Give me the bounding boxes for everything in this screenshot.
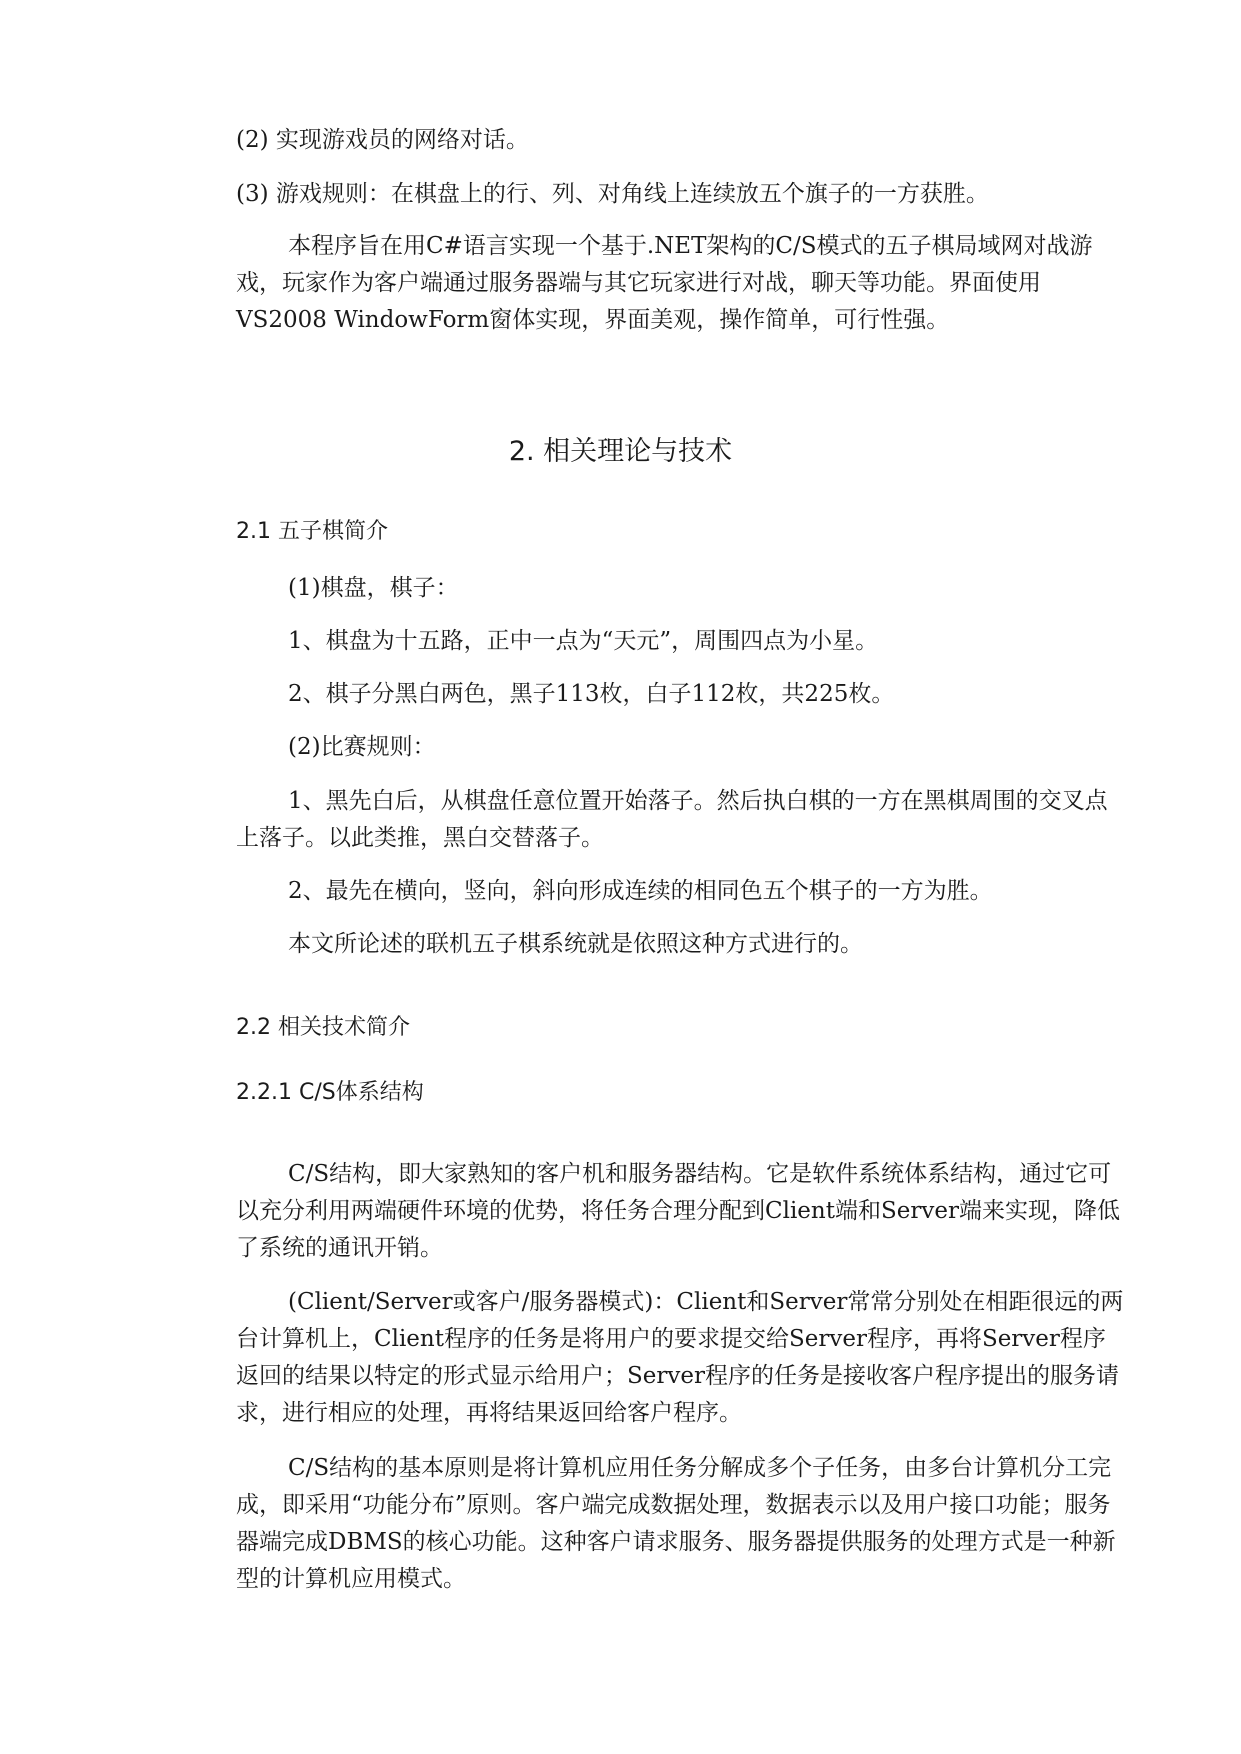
section-2-2-title: 2.2 相关技术简介 [236,1015,410,1040]
board-item-2: 2、棋子分黑白两色，黑子113枚，白子112枚，共225枚。 [288,681,895,707]
rules-item-2: 2、最先在横向，竖向，斜向形成连续的相同色五个棋子的一方为胜。 [288,878,993,904]
cs-paragraph-1: C/S结构，即大家熟知的客户机和服务器结构。它是软件系统体系结构，通过它可以充分利用两端硬件环境的优势，将任务合理分配到Client端和Server端来实现，降低了系统的通讯开销。 [236,1161,1120,1261]
rules-item-1: 1、黑先白后，从棋盘任意位置开始落子。然后执白棋的一方在黑棋周围的交叉点上落子。以此类推，黑白交替落子。 [236,788,1108,851]
intro-summary: 本程序旨在用C#语言实现一个基于.NET架构的C/S模式的五子棋局域网对战游戏，玩家作为客户端通过服务器端与其它玩家进行对战，聊天等功能。界面使用VS2008 WindowForm窗体实现，界面美观，操作简单，可行性强。 [236,233,1093,333]
section-2-2-1-title: 2.2.1 C/S体系结构 [236,1080,424,1105]
cs-paragraph-3: C/S结构的基本原则是将计算机应用任务分解成多个子任务，由多台计算机分工完成，即采用“功能分布”原则。客户端完成数据处理，数据表示以及用户接口功能；服务器端完成DBMS的核心功能。这种客户请求服务、服务器提供服务的处理方式是一种新型的计算机应用模式。 [236,1455,1116,1592]
chapter-2-title: 2. 相关理论与技术 [508,436,733,467]
rules-heading: (2)比赛规则： [288,734,436,760]
cs-paragraph-2: (Client/Server或客户/服务器模式)：Client和Server常常分别处在相距很远的两台计算机上，Client程序的任务是将用户的要求提交给Server程序，再将Server程序返回的结果以特定的形式显示给用户；Server程序的任务是接收客户程序提出的服务请求，进行相应的处理，再将结果返回给客户程序。 [236,1289,1124,1426]
intro-item-3: (3) 游戏规则：在棋盘上的行、列、对角线上连续放五个旗子的一方获胜。 [236,181,989,207]
section-2-1-closing: 本文所论述的联机五子棋系统就是依照这种方式进行的。 [288,931,863,957]
section-2-1-title: 2.1 五子棋简介 [236,519,388,544]
board-item-1: 1、棋盘为十五路，正中一点为“天元”，周围四点为小星。 [288,628,879,654]
board-heading: (1)棋盘，棋子： [288,575,459,601]
intro-item-2: (2) 实现游戏员的网络对话。 [236,127,529,153]
